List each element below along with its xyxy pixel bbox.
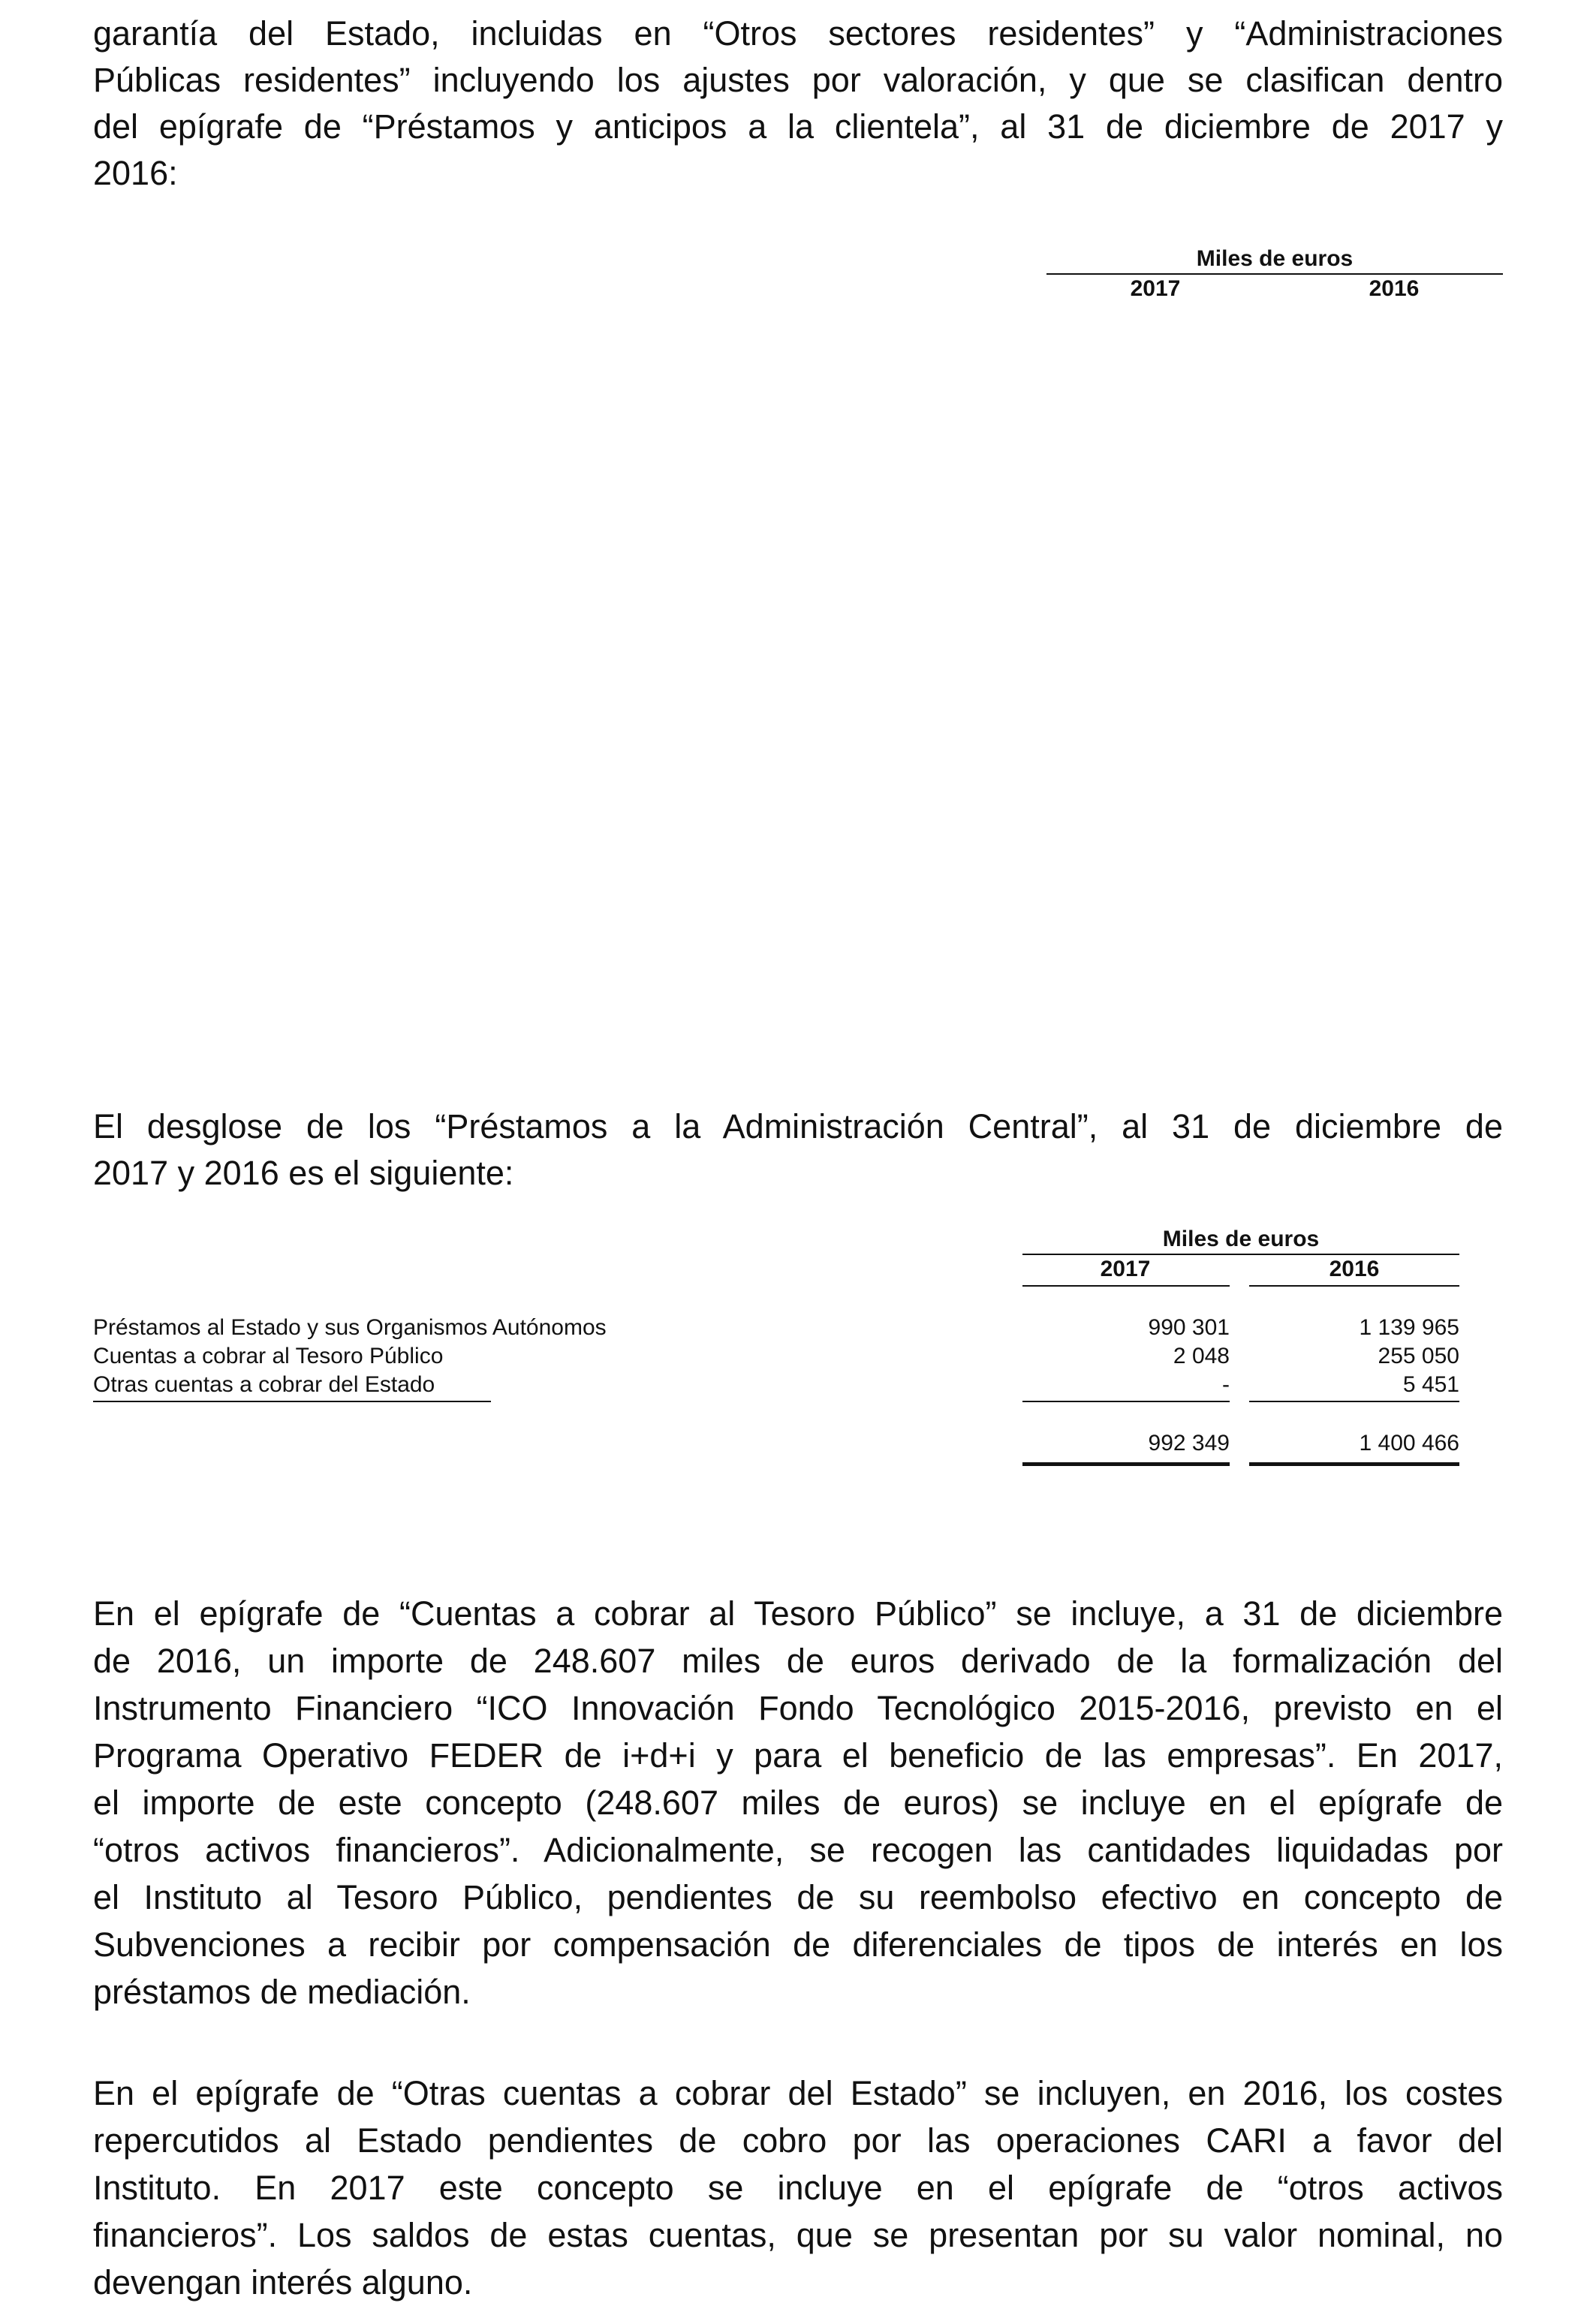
total-rule-2017 [1022,1462,1230,1466]
paragraph-line: Instrumento Financiero “ICO Innovación Fondo Tecnológico 2015-2016, previsto en el [93,1689,1503,1727]
paragraph-line: 2016: [93,154,178,192]
subtotal-rule-2016 [1249,1401,1459,1402]
value-2017: 2 048 [1173,1344,1230,1368]
paragraph-line: Subvenciones a recibir por compensación de diferenciales de tipos de interés en los [93,1925,1503,1964]
unit-header: Miles de euros [1162,1227,1320,1251]
paragraph-line: 2017 y 2016 es el siguiente: [93,1154,514,1192]
value-2016: 5 451 [1402,1372,1459,1397]
table-row [93,1314,1503,1342]
paragraph-line: de 2016, un importe de 248.607 miles de euros derivado de la formalización del [93,1642,1503,1680]
value-2016: 255 050 [1378,1344,1459,1368]
paragraph-line: del epígrafe de “Préstamos y anticipos a la clientela”, al 31 de diciembre de 2017 y [93,107,1503,146]
tesoro-paragraph [93,1590,1503,2015]
paragraph-line: préstamos de mediación. [93,1973,471,2011]
paragraph-line: En el epígrafe de “Otras cuentas a cobrar del Estado” se incluyen, en 2016, los costes [93,2074,1503,2112]
row-label: Préstamos al Estado y sus Organismos Autónomos [93,1315,607,1340]
paragraph-line: Públicas residentes” incluyendo los ajustes por valoración, y que se clasifican dentro [93,61,1503,99]
paragraph-line: Instituto. En 2017 este concepto se incluye en el epígrafe de “otros activos [93,2169,1503,2207]
row-label: Otras cuentas a cobrar del Estado [93,1372,435,1397]
table-row [93,1342,1503,1371]
total-2017: 992 349 [1148,1431,1230,1456]
paragraph-line: financieros”. Los saldos de estas cuentas, que se presentan por su valor nominal, no [93,2216,1503,2254]
paragraph-line: Programa Operativo FEDER de i+d+i y para el beneficio de las empresas”. En 2017, [93,1736,1503,1775]
row-label: Cuentas a cobrar al Tesoro Público [93,1344,444,1368]
column-rule-2016 [1249,1285,1459,1287]
paragraph-line: En el epígrafe de “Cuentas a cobrar al Tesoro Público” se incluye, a 31 de diciembre [93,1594,1503,1633]
value-2016: 1 139 965 [1359,1315,1459,1340]
paragraph-line: garantía del Estado, incluidas en “Otros sectores residentes” y “Administraciones [93,14,1503,53]
total-row [93,1429,1503,1458]
estado-paragraph [93,2070,1503,2306]
column-header-2016: 2016 [1369,276,1420,301]
paragraph-line: el importe de este concepto (248.607 miles de euros) se incluye en el epígrafe de [93,1784,1503,1822]
total-2016: 1 400 466 [1359,1431,1459,1456]
column-header-2016: 2016 [1329,1257,1380,1281]
paragraph-line: El desglose de los “Préstamos a la Administración Central”, al 31 de diciembre de [93,1107,1503,1145]
value-2017: - [1222,1372,1230,1397]
unit-header: Miles de euros [1196,246,1354,271]
subtotal-rule-2017 [1022,1401,1230,1402]
guarantee-table [93,245,1503,2301]
column-header-2017: 2017 [1100,1257,1151,1281]
paragraph-line: repercutidos al Estado pendientes de cobro por las operaciones CARI a favor del [93,2121,1503,2160]
total-rule-2016 [1249,1462,1459,1466]
subtotal-rule-label [93,1401,491,1402]
paragraph-line: “otros activos financieros”. Adicionalmente, se recogen las cantidades liquidadas por [93,1831,1503,1869]
column-rule-2017 [1022,1285,1230,1287]
table-row [93,1371,1503,1399]
paragraph-line: devengan interés alguno. [93,2263,473,2301]
intro-paragraph [93,11,1503,197]
breakdown-paragraph [93,1103,1503,1197]
central-admin-breakdown-table [93,1225,1503,1473]
value-2017: 990 301 [1148,1315,1230,1340]
column-header-2017: 2017 [1130,276,1181,301]
paragraph-line: el Instituto al Tesoro Público, pendientes de su reembolso efectivo en concepto de [93,1878,1503,1916]
